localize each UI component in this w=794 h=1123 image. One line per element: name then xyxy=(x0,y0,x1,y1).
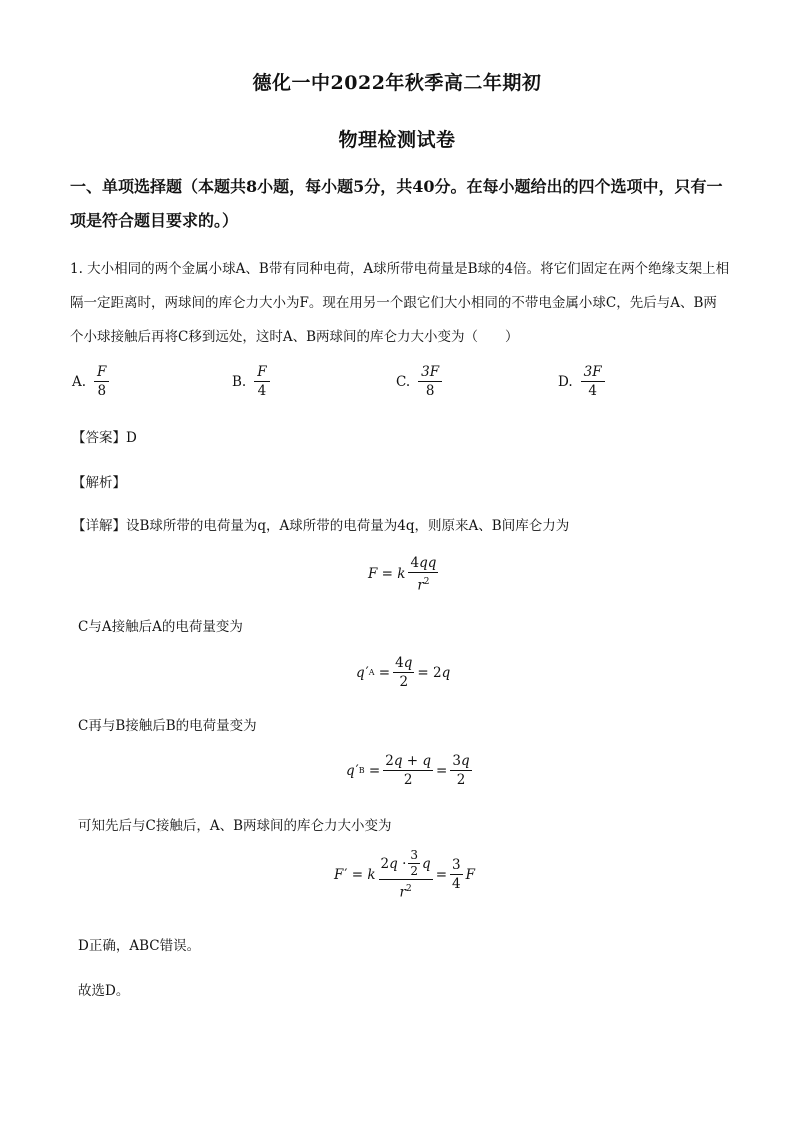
exam-title: 德化一中2022年秋季高二年期初 xyxy=(252,72,542,94)
answer-value: D xyxy=(126,430,137,446)
detail-text: 【详解】设B球所带的电荷量为q，A球所带的电荷量为4q，则原来A、B间库仑力为 xyxy=(72,518,570,534)
step3-text: C再与B接触后B的电荷量变为 xyxy=(78,718,257,734)
option-c-fraction xyxy=(418,364,442,400)
option-b xyxy=(232,364,270,400)
option-d xyxy=(558,364,605,400)
conclusion-text: D正确，ABC错误。 xyxy=(78,938,201,954)
option-c xyxy=(396,364,442,400)
formula-coulomb-new: F ′ = k 2 q · 3 2 q $r^2$ = 3 4 F xyxy=(334,848,475,901)
exam-subtitle: 物理检测试卷 xyxy=(338,129,456,151)
formula-coulomb-original: F = k 4qq $r^2$ xyxy=(368,555,437,594)
answer-line xyxy=(72,426,137,446)
analysis-tag: 【解析】 xyxy=(72,475,126,491)
option-c-label: C. xyxy=(396,374,411,390)
section-heading: 一、单项选择题（本题共8小题，每小题5分，共40分。在每小题给出的四个选项中，只有一项是符合题目要求的。） xyxy=(70,177,723,230)
final-answer-text: 故选D。 xyxy=(78,983,130,999)
option-a-fraction xyxy=(94,364,109,400)
option-a-label: A. xyxy=(72,374,87,390)
option-a-denominator: 8 xyxy=(97,383,107,399)
option-b-fraction xyxy=(254,364,269,400)
option-d-denominator: 4 xyxy=(588,383,597,399)
formula-charge-b: q ′ B = 2q + q 2 = 3q 2 xyxy=(346,753,470,788)
option-b-denominator: 4 xyxy=(257,383,267,399)
option-b-label: B. xyxy=(232,374,247,390)
answer-tag: 【答案】 xyxy=(72,430,126,446)
step4-text: 可知先后与C接触后，A、B两球间的库仑力大小变为 xyxy=(78,818,392,834)
option-c-denominator: 8 xyxy=(425,383,435,399)
option-c-numerator: 3F xyxy=(418,364,442,382)
option-d-fraction xyxy=(581,364,605,400)
option-a xyxy=(72,364,109,400)
option-a-numerator: F xyxy=(94,364,109,382)
step2-text: C与A接触后A的电荷量变为 xyxy=(78,619,243,635)
formula-charge-a: q ′ A = 4q 2 = 2 q xyxy=(356,655,451,690)
option-d-numerator: 3F xyxy=(581,364,605,382)
question-stem: 1. 大小相同的两个金属小球A、B带有同种电荷，A球所带电荷量是B球的4倍。将它们固定在两个绝缘支架上相隔一定距离时，两球间的库仑力大小为F。现在用另一个跟它们大小相同的不带电金属小球C，先后与A、B两个小球接触后再将C移到远处，这时A、B两球间的库仑力大小变为（ ） xyxy=(70,261,730,345)
option-d-label: D. xyxy=(558,374,573,390)
option-b-numerator: F xyxy=(254,364,269,382)
